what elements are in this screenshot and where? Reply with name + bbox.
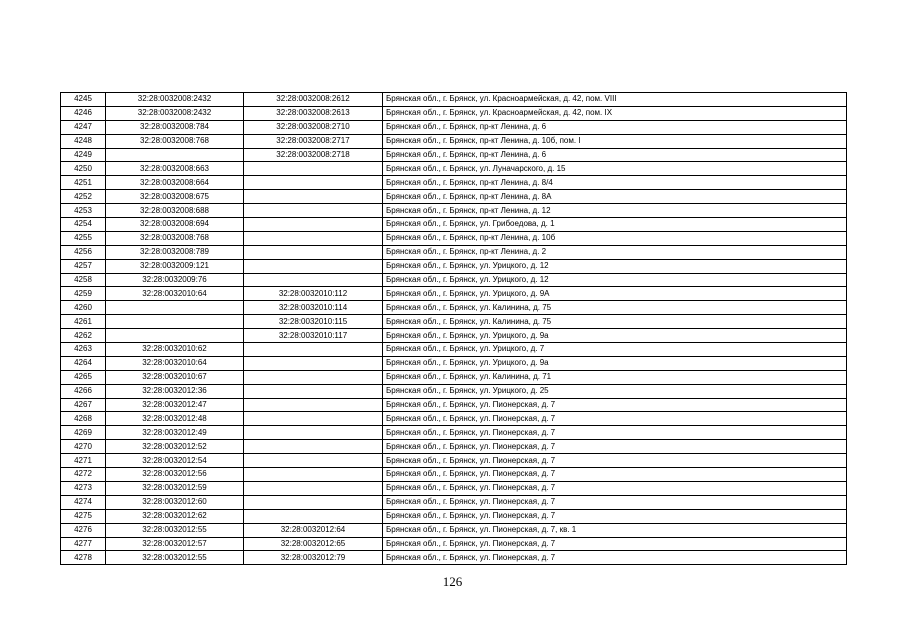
land-parcel-cadastral-cell: 32:28:0032008:768 [106, 231, 244, 245]
land-parcel-cadastral-cell: 32:28:0032008:688 [106, 204, 244, 218]
building-cadastral-cell: 32:28:0032008:2613 [244, 106, 383, 120]
address-cell: Брянская обл., г. Брянск, ул. Пионерская, д. 7 [383, 426, 847, 440]
building-cadastral-cell [244, 370, 383, 384]
building-cadastral-cell: 32:28:0032010:114 [244, 301, 383, 315]
land-parcel-cadastral-cell: 32:28:0032012:60 [106, 495, 244, 509]
land-parcel-cadastral-cell: 32:28:0032012:59 [106, 481, 244, 495]
building-cadastral-cell: 32:28:0032010:112 [244, 287, 383, 301]
row-number-cell: 4265 [61, 370, 106, 384]
address-cell: Брянская обл., г. Брянск, ул. Урицкого, д. 9а [383, 356, 847, 370]
land-parcel-cadastral-cell: 32:28:0032012:36 [106, 384, 244, 398]
table-row [61, 218, 847, 232]
building-cadastral-cell: 32:28:0032008:2718 [244, 148, 383, 162]
row-number-cell: 4245 [61, 93, 106, 107]
land-parcel-cadastral-cell: 32:28:0032012:47 [106, 398, 244, 412]
address-cell: Брянская обл., г. Брянск, ул. Пионерская, д. 7 [383, 440, 847, 454]
land-parcel-cadastral-cell: 32:28:0032010:64 [106, 356, 244, 370]
address-cell: Брянская обл., г. Брянск, ул. Пионерская, д. 7 [383, 454, 847, 468]
row-number-cell: 4249 [61, 148, 106, 162]
building-cadastral-cell [244, 426, 383, 440]
row-number-cell: 4254 [61, 218, 106, 232]
building-cadastral-cell [244, 273, 383, 287]
address-cell: Брянская обл., г. Брянск, ул. Пионерская, д. 7 [383, 551, 847, 565]
land-parcel-cadastral-cell: 32:28:0032012:55 [106, 523, 244, 537]
row-number-cell: 4266 [61, 384, 106, 398]
row-number-cell: 4260 [61, 301, 106, 315]
row-number-cell: 4275 [61, 509, 106, 523]
address-cell: Брянская обл., г. Брянск, пр-кт Ленина, д. 8А [383, 190, 847, 204]
address-cell: Брянская обл., г. Брянск, ул. Луначарского, д. 15 [383, 162, 847, 176]
land-parcel-cadastral-cell: 32:28:0032008:789 [106, 245, 244, 259]
address-cell: Брянская обл., г. Брянск, ул. Грибоедова, д. 1 [383, 218, 847, 232]
row-number-cell: 4263 [61, 343, 106, 357]
land-parcel-cadastral-cell [106, 301, 244, 315]
table-row [61, 509, 847, 523]
row-number-cell: 4272 [61, 468, 106, 482]
table-row [61, 204, 847, 218]
table-row [61, 523, 847, 537]
building-cadastral-cell: 32:28:0032008:2612 [244, 93, 383, 107]
address-cell: Брянская обл., г. Брянск, ул. Красноармейская, д. 42, пом. IX [383, 106, 847, 120]
building-cadastral-cell [244, 343, 383, 357]
address-cell: Брянская обл., г. Брянск, ул. Пионерская, д. 7 [383, 468, 847, 482]
table-row [61, 356, 847, 370]
page-number: 126 [442, 574, 463, 589]
land-parcel-cadastral-cell: 32:28:0032012:49 [106, 426, 244, 440]
land-parcel-cadastral-cell: 32:28:0032012:54 [106, 454, 244, 468]
table-row [61, 468, 847, 482]
address-cell: Брянская обл., г. Брянск, ул. Пионерская, д. 7 [383, 537, 847, 551]
address-cell: Брянская обл., г. Брянск, ул. Урицкого, д. 12 [383, 259, 847, 273]
land-parcel-cadastral-cell: 32:28:0032009:121 [106, 259, 244, 273]
row-number-cell: 4278 [61, 551, 106, 565]
table-row [61, 315, 847, 329]
building-cadastral-cell: 32:28:0032008:2717 [244, 134, 383, 148]
table-row [61, 426, 847, 440]
land-parcel-cadastral-cell: 32:28:0032012:48 [106, 412, 244, 426]
building-cadastral-cell: 32:28:0032010:117 [244, 329, 383, 343]
address-cell: Брянская обл., г. Брянск, пр-кт Ленина, д. 8/4 [383, 176, 847, 190]
land-parcel-cadastral-cell: 32:28:0032009:76 [106, 273, 244, 287]
building-cadastral-cell [244, 162, 383, 176]
address-cell: Брянская обл., г. Брянск, ул. Урицкого, д. 7 [383, 343, 847, 357]
row-number-cell: 4253 [61, 204, 106, 218]
building-cadastral-cell [244, 176, 383, 190]
land-parcel-cadastral-cell: 32:28:0032012:55 [106, 551, 244, 565]
building-cadastral-cell [244, 454, 383, 468]
building-cadastral-cell [244, 384, 383, 398]
table-row [61, 537, 847, 551]
row-number-cell: 4248 [61, 134, 106, 148]
building-cadastral-cell: 32:28:0032008:2710 [244, 120, 383, 134]
row-number-cell: 4246 [61, 106, 106, 120]
table-row [61, 370, 847, 384]
building-cadastral-cell [244, 481, 383, 495]
building-cadastral-cell [244, 468, 383, 482]
row-number-cell: 4259 [61, 287, 106, 301]
building-cadastral-cell [244, 412, 383, 426]
building-cadastral-cell [244, 398, 383, 412]
table-row [61, 287, 847, 301]
land-parcel-cadastral-cell: 32:28:0032012:57 [106, 537, 244, 551]
row-number-cell: 4276 [61, 523, 106, 537]
table-row [61, 481, 847, 495]
address-cell: Брянская обл., г. Брянск, пр-кт Ленина, д. 6 [383, 148, 847, 162]
building-cadastral-cell: 32:28:0032012:64 [244, 523, 383, 537]
row-number-cell: 4273 [61, 481, 106, 495]
land-parcel-cadastral-cell: 32:28:0032008:2432 [106, 106, 244, 120]
address-cell: Брянская обл., г. Брянск, ул. Калинина, д. 71 [383, 370, 847, 384]
row-number-cell: 4250 [61, 162, 106, 176]
land-parcel-cadastral-cell: 32:28:0032010:62 [106, 343, 244, 357]
land-parcel-cadastral-cell: 32:28:0032012:52 [106, 440, 244, 454]
address-cell: Брянская обл., г. Брянск, ул. Пионерская, д. 7, кв. 1 [383, 523, 847, 537]
row-number-cell: 4270 [61, 440, 106, 454]
table-row [61, 148, 847, 162]
address-cell: Брянская обл., г. Брянск, пр-кт Ленина, д. 10б [383, 231, 847, 245]
row-number-cell: 4262 [61, 329, 106, 343]
row-number-cell: 4247 [61, 120, 106, 134]
address-cell: Брянская обл., г. Брянск, пр-кт Ленина, д. 10б, пом. I [383, 134, 847, 148]
table-row [61, 162, 847, 176]
building-cadastral-cell [244, 245, 383, 259]
address-cell: Брянская обл., г. Брянск, ул. Урицкого, д. 25 [383, 384, 847, 398]
table-row [61, 134, 847, 148]
address-cell: Брянская обл., г. Брянск, ул. Калинина, д. 75 [383, 301, 847, 315]
row-number-cell: 4251 [61, 176, 106, 190]
land-parcel-cadastral-cell: 32:28:0032008:784 [106, 120, 244, 134]
row-number-cell: 4264 [61, 356, 106, 370]
table-row [61, 440, 847, 454]
table-row [61, 93, 847, 107]
land-parcel-cadastral-cell: 32:28:0032012:62 [106, 509, 244, 523]
row-number-cell: 4268 [61, 412, 106, 426]
table-row [61, 495, 847, 509]
table-row [61, 273, 847, 287]
table-row [61, 301, 847, 315]
land-parcel-cadastral-cell: 32:28:0032008:675 [106, 190, 244, 204]
table-row [61, 120, 847, 134]
address-cell: Брянская обл., г. Брянск, ул. Пионерская, д. 7 [383, 509, 847, 523]
row-number-cell: 4252 [61, 190, 106, 204]
address-cell: Брянская обл., г. Брянск, пр-кт Ленина, д. 12 [383, 204, 847, 218]
address-cell: Брянская обл., г. Брянск, ул. Пионерская, д. 7 [383, 412, 847, 426]
address-cell: Брянская обл., г. Брянск, ул. Урицкого, д. 9а [383, 329, 847, 343]
building-cadastral-cell [244, 190, 383, 204]
table-row [61, 343, 847, 357]
address-cell: Брянская обл., г. Брянск, ул. Урицкого, д. 12 [383, 273, 847, 287]
address-cell: Брянская обл., г. Брянск, ул. Урицкого, д. 9А [383, 287, 847, 301]
building-cadastral-cell: 32:28:0032010:115 [244, 315, 383, 329]
table-row [61, 329, 847, 343]
address-cell: Брянская обл., г. Брянск, ул. Красноармейская, д. 42, пом. VIII [383, 93, 847, 107]
row-number-cell: 4277 [61, 537, 106, 551]
address-cell: Брянская обл., г. Брянск, ул. Пионерская, д. 7 [383, 398, 847, 412]
building-cadastral-cell [244, 218, 383, 232]
land-parcel-cadastral-cell: 32:28:0032012:56 [106, 468, 244, 482]
table-row [61, 190, 847, 204]
row-number-cell: 4255 [61, 231, 106, 245]
row-number-cell: 4256 [61, 245, 106, 259]
registry-table-body [61, 93, 847, 565]
table-row [61, 176, 847, 190]
land-parcel-cadastral-cell: 32:28:0032010:67 [106, 370, 244, 384]
row-number-cell: 4271 [61, 454, 106, 468]
building-cadastral-cell [244, 231, 383, 245]
land-parcel-cadastral-cell: 32:28:0032008:694 [106, 218, 244, 232]
land-parcel-cadastral-cell [106, 148, 244, 162]
land-parcel-cadastral-cell: 32:28:0032010:64 [106, 287, 244, 301]
table-row [61, 454, 847, 468]
address-cell: Брянская обл., г. Брянск, ул. Пионерская, д. 7 [383, 495, 847, 509]
land-parcel-cadastral-cell [106, 329, 244, 343]
building-cadastral-cell [244, 356, 383, 370]
table-row [61, 384, 847, 398]
building-cadastral-cell [244, 495, 383, 509]
table-row [61, 231, 847, 245]
address-cell: Брянская обл., г. Брянск, ул. Пионерская, д. 7 [383, 481, 847, 495]
table-row [61, 551, 847, 565]
table-row [61, 259, 847, 273]
table-row [61, 106, 847, 120]
row-number-cell: 4267 [61, 398, 106, 412]
land-parcel-cadastral-cell [106, 315, 244, 329]
table-row [61, 412, 847, 426]
building-cadastral-cell [244, 440, 383, 454]
land-parcel-cadastral-cell: 32:28:0032008:663 [106, 162, 244, 176]
registry-table [60, 92, 847, 565]
building-cadastral-cell: 32:28:0032012:79 [244, 551, 383, 565]
row-number-cell: 4269 [61, 426, 106, 440]
land-parcel-cadastral-cell: 32:28:0032008:768 [106, 134, 244, 148]
building-cadastral-cell [244, 259, 383, 273]
row-number-cell: 4274 [61, 495, 106, 509]
address-cell: Брянская обл., г. Брянск, пр-кт Ленина, д. 6 [383, 120, 847, 134]
table-row [61, 398, 847, 412]
land-parcel-cadastral-cell: 32:28:0032008:664 [106, 176, 244, 190]
building-cadastral-cell: 32:28:0032012:65 [244, 537, 383, 551]
row-number-cell: 4261 [61, 315, 106, 329]
address-cell: Брянская обл., г. Брянск, ул. Калинина, д. 75 [383, 315, 847, 329]
table-row [61, 245, 847, 259]
row-number-cell: 4257 [61, 259, 106, 273]
address-cell: Брянская обл., г. Брянск, пр-кт Ленина, д. 2 [383, 245, 847, 259]
row-number-cell: 4258 [61, 273, 106, 287]
building-cadastral-cell [244, 204, 383, 218]
land-parcel-cadastral-cell: 32:28:0032008:2432 [106, 93, 244, 107]
building-cadastral-cell [244, 509, 383, 523]
